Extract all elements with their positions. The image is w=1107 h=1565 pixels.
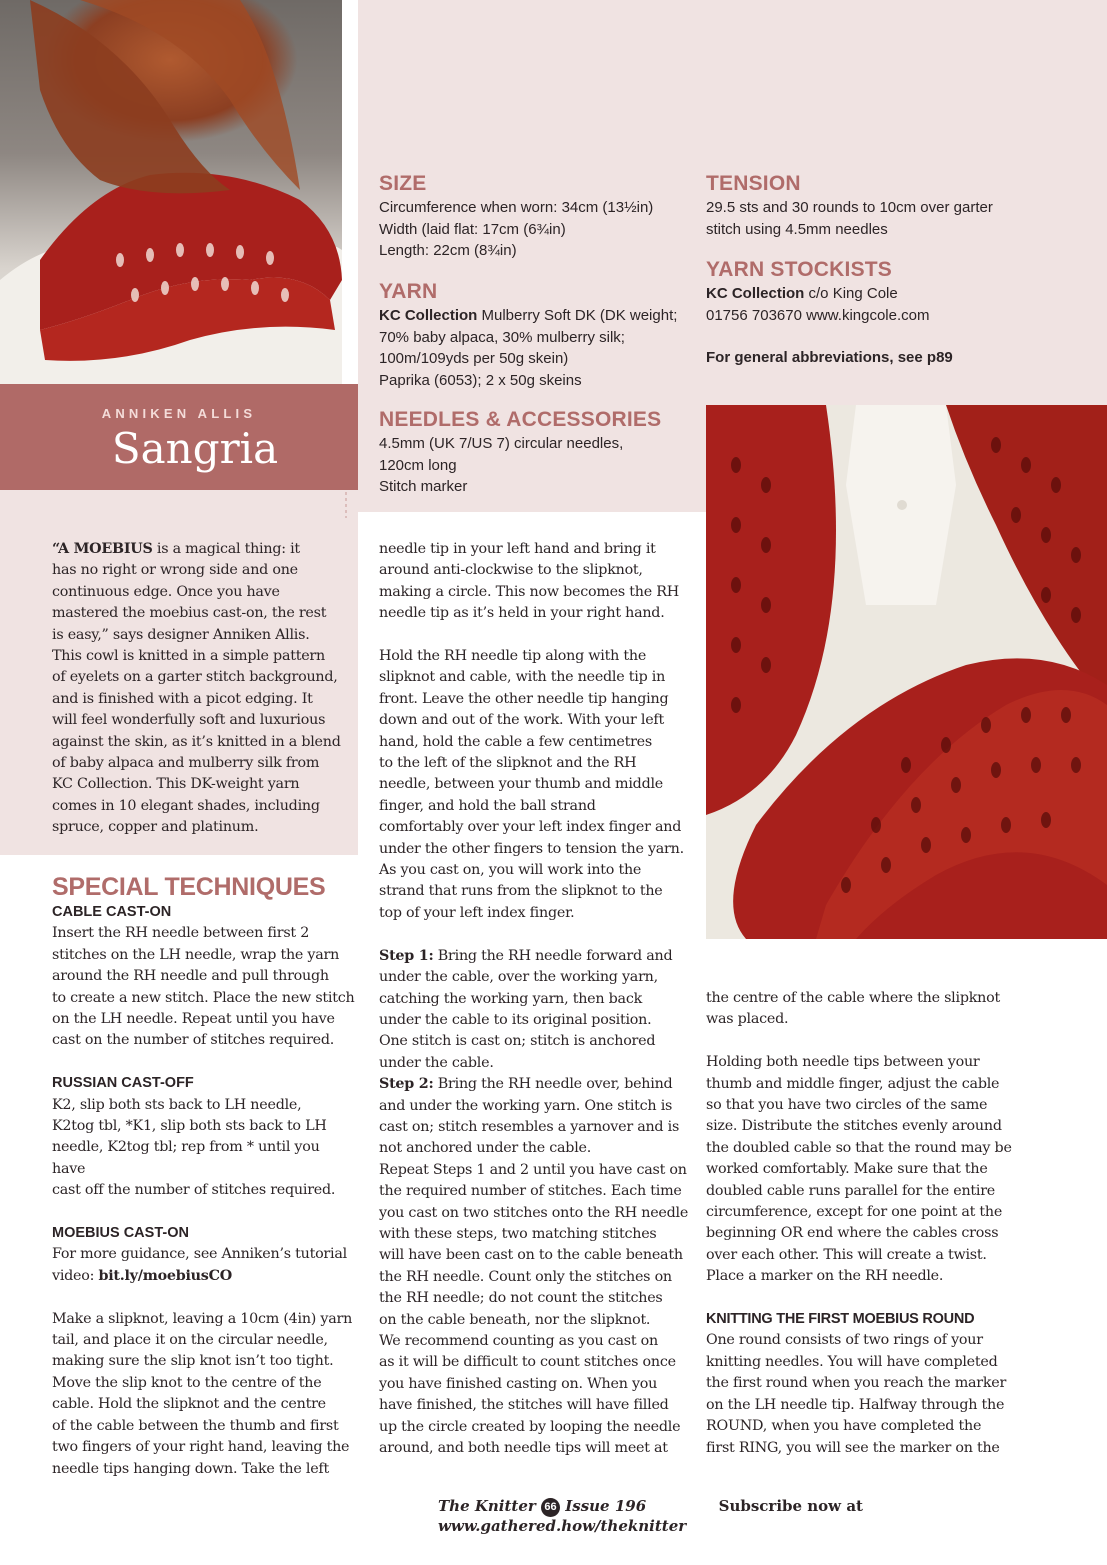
text-line: with these steps, two matching stitches — [379, 1225, 657, 1242]
text-line: over each other. This will create a twist. — [706, 1246, 987, 1263]
russian-cast-off-heading: RUSSIAN CAST-OFF — [52, 1075, 194, 1092]
pattern-title: Sangria — [111, 424, 279, 473]
text-line: video: — [52, 1267, 99, 1284]
text-line: as it will be difficult to count stitches once — [379, 1354, 676, 1371]
column-3-text — [706, 988, 1026, 1459]
stockist-line: c/o King Cole — [804, 285, 898, 302]
text-line: doubled cable runs parallel for the entire — [706, 1182, 996, 1199]
text-line: beginning OR end where the cables cross — [706, 1225, 999, 1242]
text-line: top of your left index finger. — [379, 904, 575, 921]
text-line: comfortably over your left index finger and — [379, 819, 682, 836]
text-line: under the other fingers to tension the yarn. — [379, 840, 684, 857]
text-line: on the LH needle tip. Halfway through the — [706, 1396, 1005, 1413]
intro-line: against the skin, as it’s knitted in a blend — [52, 733, 341, 750]
subscribe-link[interactable]: www.gathered.how/theknitter — [438, 1517, 687, 1535]
text-line: tail, and place it on the circular needle, — [52, 1332, 328, 1349]
text-line: have finished, the stitches will have filled — [379, 1397, 669, 1414]
magazine-name: The Knitter — [438, 1497, 536, 1515]
column-2-text — [379, 539, 689, 1459]
text-line: needle tip as it’s held in your right hand. — [379, 605, 665, 622]
intro-line: spruce, copper and platinum. — [52, 819, 259, 836]
knitting-first-round-heading: KNITTING THE FIRST MOEBIUS ROUND — [706, 1311, 975, 1328]
footer — [438, 1497, 1038, 1535]
author-name: ANNIKEN ALLIS — [101, 406, 257, 421]
text-line: the required number of stitches. Each time — [379, 1183, 682, 1200]
intro-line: is a magical thing: it — [152, 541, 300, 557]
text-line: to the left of the slipknot and the RH — [379, 755, 637, 772]
yarn-section — [379, 280, 699, 391]
text-line: and under the working yarn. One stitch is — [379, 1097, 673, 1114]
text-line: slipknot and cable, with the needle tip in — [379, 669, 666, 686]
size-heading: SIZE — [379, 172, 427, 195]
text-line: finger, and hold the ball strand — [379, 797, 596, 814]
text-line: Holding both needle tips between your — [706, 1054, 980, 1071]
step-2-label: Step 2: — [379, 1076, 434, 1093]
text-line: Place a marker on the RH needle. — [706, 1268, 944, 1285]
text-line: you have finished casting on. When you — [379, 1375, 658, 1392]
text-line: on the LH needle. Repeat until you have — [52, 1011, 335, 1028]
size-line: Length: 22cm (8¾in) — [379, 242, 517, 259]
text-line: the first round when you reach the marker — [706, 1375, 1007, 1392]
text-line: knitting needles. You will have completed — [706, 1353, 998, 1370]
photo-model-back — [0, 0, 342, 384]
text-line: needle, between your thumb and middle — [379, 776, 664, 793]
text-line: stitches on the LH needle, wrap the yarn — [52, 946, 340, 963]
yarn-brand: KC Collection — [379, 307, 478, 324]
text-line: up the circle created by looping the needle — [379, 1418, 681, 1435]
text-line: strand that runs from the slipknot to the — [379, 883, 663, 900]
text-line: needle tips hanging down. Take the left — [52, 1460, 329, 1477]
needles-section — [379, 408, 699, 498]
intro-paragraph — [52, 539, 352, 839]
intro-line: of baby alpaca and mulberry silk from — [52, 755, 320, 772]
yarn-line: 70% baby alpaca, 30% mulberry silk; — [379, 328, 625, 346]
text-line: worked comfortably. Make sure that the — [706, 1161, 988, 1178]
photo-cowl-closeup-art — [706, 405, 1107, 939]
intro-line: comes in 10 elegant shades, including — [52, 797, 320, 814]
text-line: One round consists of two rings of your — [706, 1332, 983, 1349]
text-line: needle, K2tog tbl; rep from * until you have — [52, 1139, 320, 1177]
text-line: first RING, you will see the marker on the — [706, 1439, 1000, 1456]
intro-line: will feel wonderfully soft and luxurious — [52, 712, 326, 729]
tutorial-video-link[interactable]: bit.ly/moebiusCO — [98, 1267, 232, 1284]
text-line: around the RH needle and pull through — [52, 968, 329, 985]
text-line: the doubled cable so that the round may be — [706, 1139, 1012, 1156]
intro-line: has no right or wrong side and one — [52, 562, 298, 579]
step-1-label: Step 1: — [379, 947, 434, 964]
moebius-cast-on-heading: MOEBIUS CAST-ON — [52, 1225, 189, 1242]
yarn-line: Mulberry Soft DK (DK weight; — [477, 307, 678, 324]
text-line: Insert the RH needle between first 2 — [52, 925, 310, 942]
text-line: Make a slipknot, leaving a 10cm (4in) yarn — [52, 1310, 353, 1327]
text-line: Repeat Steps 1 and 2 until you have cast on — [379, 1161, 687, 1178]
stockists-heading: YARN STOCKISTS — [706, 258, 893, 281]
intro-line: is easy,” says designer Anniken Allis. — [52, 626, 310, 643]
text-line: cast on the number of stitches required. — [52, 1032, 335, 1049]
text-line: size. Distribute the stitches evenly around — [706, 1118, 1002, 1135]
text-line: so that you have two circles of the same — [706, 1097, 988, 1114]
text-line: you cast on two stitches onto the RH needle — [379, 1204, 689, 1221]
text-line: Hold the RH needle tip along with the — [379, 648, 647, 665]
text-line: Bring the RH needle forward and — [433, 947, 673, 964]
text-line: As you cast on, you will work into the — [379, 862, 642, 879]
yarn-line: Paprika (6053); 2 x 50g skeins — [379, 371, 582, 389]
techniques-heading: SPECIAL TECHNIQUES — [52, 873, 326, 901]
text-line: K2, slip both sts back to LH needle, — [52, 1096, 302, 1113]
cable-cast-on-heading: CABLE CAST-ON — [52, 904, 172, 920]
text-line: was placed. — [706, 1011, 789, 1028]
text-line: One stitch is cast on; stitch is anchored — [379, 1033, 656, 1050]
text-line: cast on; stitch resembles a yarnover and is — [379, 1118, 680, 1135]
text-line: cast off the number of stitches required. — [52, 1182, 336, 1199]
needles-line: 120cm long — [379, 456, 457, 474]
stockist-contact[interactable]: 01756 703670 www.kingcole.com — [706, 306, 930, 324]
page-number: 66 — [541, 1498, 560, 1517]
text-line: making a circle. This now becomes the RH — [379, 583, 679, 600]
text-line: hand, hold the cable a few centimetres — [379, 733, 652, 750]
photo-model-back-art — [0, 0, 342, 384]
text-line: front. Leave the other needle tip hanging — [379, 690, 669, 707]
text-line: the RH needle. Count only the stitches on — [379, 1268, 672, 1285]
text-line: We recommend counting as you cast on — [379, 1333, 658, 1349]
tension-section — [706, 172, 1086, 240]
text-line: the RH needle; do not count the stitches — [379, 1290, 663, 1307]
needles-heading: NEEDLES & ACCESSORIES — [379, 408, 662, 431]
yarn-line: 100m/109yds per 50g skein) — [379, 350, 569, 367]
text-line: not anchored under the cable. — [379, 1140, 592, 1157]
text-line: catching the working yarn, then back — [379, 990, 642, 1007]
photo-cowl-closeup — [706, 405, 1107, 939]
text-line: ROUND, when you have completed the — [706, 1418, 982, 1435]
text-line: Bring the RH needle over, behind — [433, 1076, 673, 1093]
abbreviations-note: For general abbreviations, see p89 — [706, 349, 953, 366]
text-line: two fingers of your right hand, leaving the — [52, 1439, 350, 1456]
stockists-section — [706, 258, 1086, 369]
text-line: K2tog tbl, *K1, slip both sts back to LH — [52, 1118, 327, 1135]
text-line: making sure the slip knot isn’t too tight. — [52, 1353, 334, 1370]
tension-line: stitch using 4.5mm needles — [706, 220, 888, 238]
special-techniques — [52, 872, 356, 1480]
text-line: the centre of the cable where the slipknot — [706, 990, 1000, 1006]
text-line: For more guidance, see Anniken’s tutorial — [52, 1246, 347, 1263]
intro-line: of eyelets on a garter stitch background, — [52, 669, 338, 686]
text-line: circumference, except for one point at the — [706, 1204, 1003, 1221]
text-line: to create a new stitch. Place the new stitch — [52, 989, 355, 1006]
intro-line: This cowl is knitted in a simple pattern — [52, 648, 325, 665]
text-line: cable. Hold the slipknot and the centre — [52, 1396, 326, 1413]
text-line: around anti-clockwise to the slipknot, — [379, 562, 643, 579]
size-line: Width (laid flat: 17cm (6¾in) — [379, 220, 566, 238]
text-line: will have been cast on to the cable beneath — [379, 1247, 683, 1264]
intro-line: mastered the moebius cast-on, the rest — [52, 605, 327, 622]
needles-line: Stitch marker — [379, 478, 468, 495]
text-line: under the cable, over the working yarn, — [379, 969, 658, 986]
text-line: around, and both needle tips will meet at — [379, 1440, 668, 1457]
text-line: of the cable between the thumb and first — [52, 1417, 339, 1434]
text-line: down and out of the work. With your left — [379, 712, 664, 729]
text-line: thumb and middle finger, adjust the cable — [706, 1075, 1000, 1092]
tension-line: 29.5 sts and 30 rounds to 10cm over garter — [706, 199, 993, 216]
needles-line: 4.5mm (UK 7/US 7) circular needles, — [379, 435, 624, 452]
text-line: needle tip in your left hand and bring it — [379, 541, 656, 557]
intro-line: and is finished with a picot edging. It — [52, 690, 313, 707]
text-line: on the cable beneath, nor the slipknot. — [379, 1311, 651, 1328]
text-line: under the cable to its original position. — [379, 1011, 652, 1028]
stockist-brand: KC Collection — [706, 285, 805, 302]
intro-lead: “A MOEBIUS — [52, 541, 153, 557]
text-line: under the cable. — [379, 1054, 494, 1071]
issue-number: Issue 196 — [565, 1497, 647, 1515]
size-section — [379, 172, 699, 262]
subscribe-text: Subscribe now at — [718, 1497, 863, 1515]
intro-line: continuous edge. Once you have — [52, 583, 280, 600]
tension-heading: TENSION — [706, 172, 801, 195]
text-line: Move the slip knot to the centre of the — [52, 1374, 322, 1391]
yarn-heading: YARN — [379, 280, 438, 303]
title-band — [0, 384, 358, 490]
intro-line: KC Collection. This DK-weight yarn — [52, 776, 300, 793]
size-line: Circumference when worn: 34cm (13½in) — [379, 199, 654, 216]
